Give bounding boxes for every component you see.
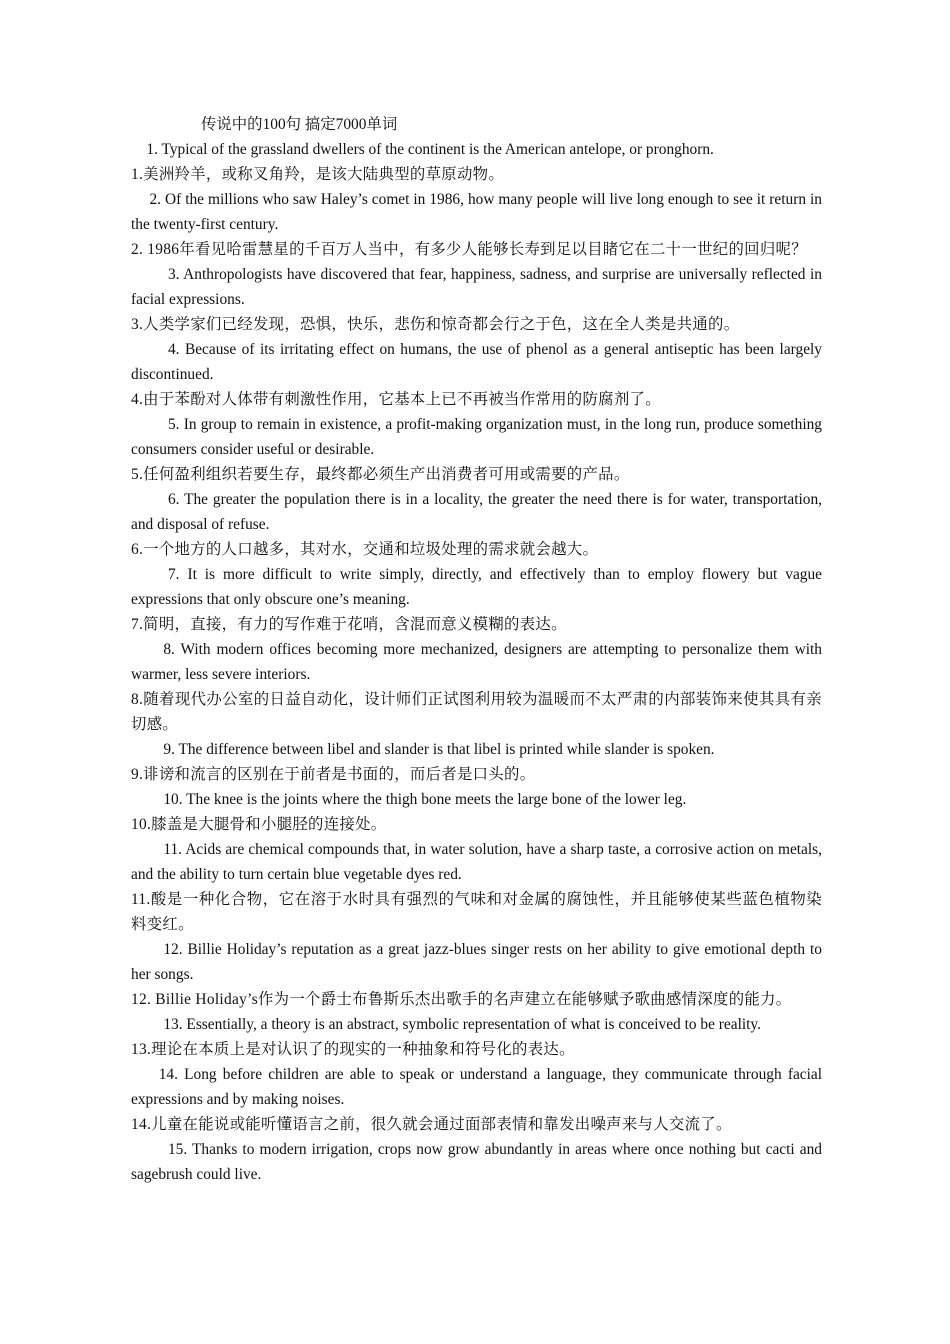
- sentence-9-en: 9. The difference between libel and slander is that libel is printed while slander is spoken.: [163, 741, 715, 758]
- document-page: [131, 112, 822, 1187]
- sentence-8-zh: 8.随着现代办公室的日益自动化，设计师们正试图利用较为温暖而不太严肃的内部装饰来使其具有亲切感。: [131, 691, 822, 733]
- sentence-4-en: 4. Because of its irritating effect on humans, the use of phenol as a general antiseptic has been largely discontinued.: [131, 341, 822, 383]
- page-title: 传说中的100句 搞定7000单词: [201, 116, 398, 133]
- sentence-3-en: 3. Anthropologists have discovered that fear, happiness, sadness, and surprise are universally reflected in facial expressions.: [131, 266, 822, 308]
- sentence-13-en: 13. Essentially, a theory is an abstract, symbolic representation of what is conceived to be reality.: [163, 1016, 761, 1033]
- sentence-14-en: 14. Long before children are able to speak or understand a language, they communicate through facial expressions and by making noises.: [131, 1066, 822, 1108]
- sentence-2-en: 2. Of the millions who saw Haley’s comet in 1986, how many people will live long enough to see it return in the twenty-first century.: [131, 191, 822, 233]
- sentence-4-zh: 4.由于苯酚对人体带有刺激性作用，它基本上已不再被当作常用的防腐剂了。: [131, 391, 661, 408]
- sentence-7-zh: 7.简明，直接，有力的写作难于花哨，含混而意义模糊的表达。: [131, 616, 567, 633]
- sentence-5-en: 5. In group to remain in existence, a profit-making organization must, in the long run, produce something consumers consider useful or desirable.: [131, 416, 822, 458]
- sentence-1-en: 1. Typical of the grassland dwellers of the continent is the American antelope, or pronghorn.: [146, 141, 714, 158]
- sentence-6-en: 6. The greater the population there is in a locality, the greater the need there is for water, transportation, and disposal of refuse.: [131, 491, 822, 533]
- sentence-5-zh: 5.任何盈利组织若要生存，最终都必须生产出消费者可用或需要的产品。: [131, 466, 630, 483]
- sentence-14-zh: 14.儿童在能说或能听懂语言之前，很久就会通过面部表情和靠发出噪声来与人交流了。: [131, 1116, 732, 1133]
- sentence-13-zh: 13.理论在本质上是对认识了的现实的一种抽象和符号化的表达。: [131, 1041, 575, 1058]
- sentence-9-zh: 9.诽谤和流言的区别在于前者是书面的，而后者是口头的。: [131, 766, 536, 783]
- sentence-2-zh: 2. 1986年看见哈雷慧星的千百万人当中，有多少人能够长寿到足以目睹它在二十一世纪的回归呢？: [131, 241, 807, 258]
- sentence-15-en: 15. Thanks to modern irrigation, crops now grow abundantly in areas where once nothing but cacti and sagebrush could live.: [131, 1141, 822, 1183]
- sentence-12-zh: 12. Billie Holiday’s作为一个爵士布鲁斯乐杰出歌手的名声建立在能够赋予歌曲感情深度的能力。: [131, 991, 792, 1008]
- sentence-11-zh: 11.酸是一种化合物，它在溶于水时具有强烈的气味和对金属的腐蚀性，并且能够使某些蓝色植物染料变红。: [131, 891, 822, 933]
- sentence-1-zh: 1.美洲羚羊，或称叉角羚，是该大陆典型的草原动物。: [131, 166, 505, 183]
- sentence-7-en: 7. It is more difficult to write simply, directly, and effectively than to employ flowery but vague expressions that only obscure one’s meaning.: [131, 566, 822, 608]
- sentence-8-en: 8. With modern offices becoming more mechanized, designers are attempting to personalize them with warmer, less severe interiors.: [131, 641, 822, 683]
- sentence-11-en: 11. Acids are chemical compounds that, in water solution, have a sharp taste, a corrosive action on metals, and the ability to turn certain blue vegetable dyes red.: [131, 841, 822, 883]
- sentence-10-zh: 10.膝盖是大腿骨和小腿胫的连接处。: [131, 816, 387, 833]
- sentence-12-en: 12. Billie Holiday’s reputation as a great jazz-blues singer rests on her ability to give emotional depth to her songs.: [131, 941, 822, 983]
- sentence-3-zh: 3.人类学家们已经发现，恐惧，快乐，悲伤和惊奇都会行之于色，这在全人类是共通的。: [131, 316, 740, 333]
- sentence-6-zh: 6.一个地方的人口越多，其对水，交通和垃圾处理的需求就会越大。: [131, 541, 599, 558]
- sentence-10-en: 10. The knee is the joints where the thigh bone meets the large bone of the lower leg.: [163, 791, 687, 808]
